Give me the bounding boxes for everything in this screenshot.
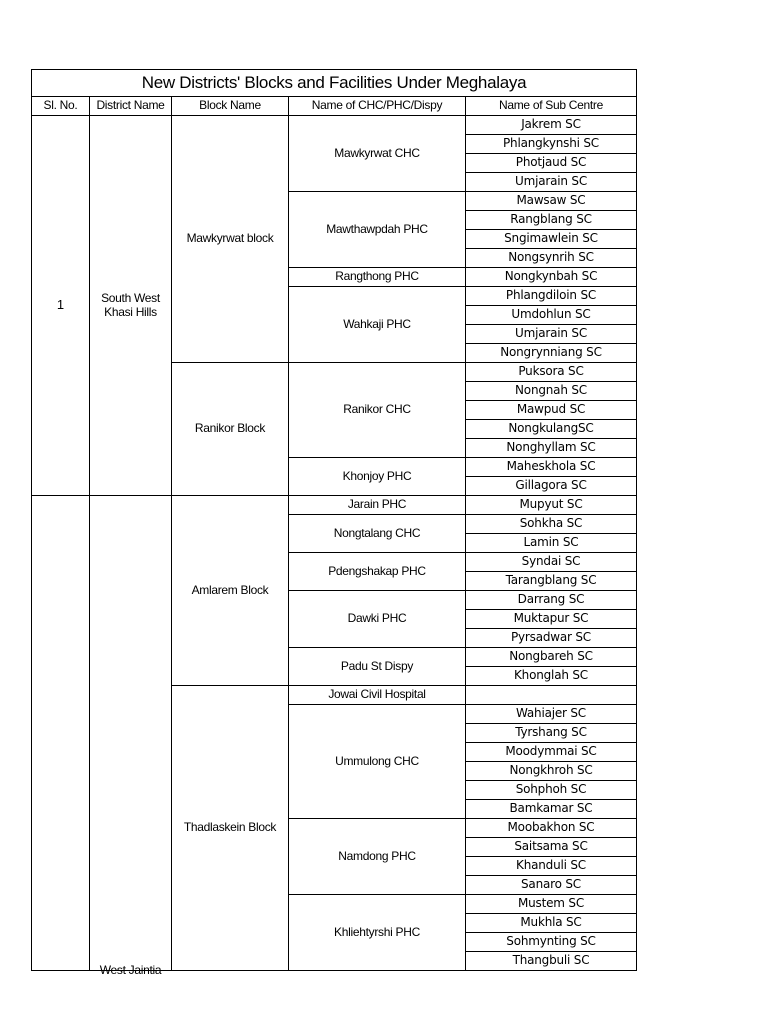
sub-centre-cell: NongkulangSC	[466, 420, 637, 439]
header-district-name: District Name	[90, 97, 172, 116]
sub-centre-cell: Sohkha SC	[466, 515, 637, 534]
sub-centre-cell: Sohphoh SC	[466, 781, 637, 800]
sub-centre-cell: Umdohlun SC	[466, 306, 637, 325]
table-title: New Districts' Blocks and Facilities Under Meghalaya	[32, 70, 637, 97]
sub-centre-cell: Nongkhroh SC	[466, 762, 637, 781]
sub-centre-cell: Sohmynting SC	[466, 933, 637, 952]
facility-name-cell: Namdong PHC	[289, 819, 466, 895]
facility-name-cell: Jowai Civil Hospital	[289, 686, 466, 705]
facility-name-cell: Jarain PHC	[289, 496, 466, 515]
sl-no-cell	[32, 496, 90, 971]
sub-centre-cell: Muktapur SC	[466, 610, 637, 629]
header-facility-name: Name of CHC/PHC/Dispy	[289, 97, 466, 116]
sub-centre-cell: Nonghyllam SC	[466, 439, 637, 458]
sub-centre-cell: Gillagora SC	[466, 477, 637, 496]
sub-centre-cell: Jakrem SC	[466, 116, 637, 135]
sub-centre-cell: Umjarain SC	[466, 173, 637, 192]
spreadsheet-page	[31, 69, 636, 977]
sub-centre-cell: Khonglah SC	[466, 667, 637, 686]
sub-centre-cell: Mawpud SC	[466, 401, 637, 420]
facility-name-cell: Padu St Dispy	[289, 648, 466, 686]
sub-centre-cell: Nongkynbah SC	[466, 268, 637, 287]
sub-centre-cell: Photjaud SC	[466, 154, 637, 173]
sub-centre-cell: Rangblang SC	[466, 211, 637, 230]
block-name-cell: Thadlaskein Block	[172, 686, 289, 971]
sub-centre-cell: Mawsaw SC	[466, 192, 637, 211]
sub-centre-cell: Nongsynrih SC	[466, 249, 637, 268]
facilities-table	[31, 69, 637, 977]
sub-centre-cell: Khanduli SC	[466, 857, 637, 876]
facility-name-cell: Pdengshakap PHC	[289, 553, 466, 591]
sub-centre-cell: Phlangdiloin SC	[466, 287, 637, 306]
facility-name-cell: Nongtalang CHC	[289, 515, 466, 553]
table-row	[32, 496, 637, 515]
sub-centre-cell: Wahiajer SC	[466, 705, 637, 724]
table-body	[32, 116, 637, 977]
facility-name-cell: Dawki PHC	[289, 591, 466, 648]
sub-centre-cell: Moobakhon SC	[466, 819, 637, 838]
sub-centre-cell: Tarangblang SC	[466, 572, 637, 591]
facility-name-cell: Ummulong CHC	[289, 705, 466, 819]
sl-no-cell: 1	[32, 116, 90, 496]
header-block-name: Block Name	[172, 97, 289, 116]
facility-name-cell: Mawthawpdah PHC	[289, 192, 466, 268]
sub-centre-cell: Maheskhola SC	[466, 458, 637, 477]
sub-centre-cell: Nongbareh SC	[466, 648, 637, 667]
sub-centre-cell: Saitsama SC	[466, 838, 637, 857]
sub-centre-cell: Nongnah SC	[466, 382, 637, 401]
district-name-cell: South West Khasi Hills	[90, 116, 172, 496]
sub-centre-cell: Sngimawlein SC	[466, 230, 637, 249]
sub-centre-cell: Sanaro SC	[466, 876, 637, 895]
facility-name-cell: Rangthong PHC	[289, 268, 466, 287]
facility-name-cell: Wahkaji PHC	[289, 287, 466, 363]
sub-centre-cell: Moodymmai SC	[466, 743, 637, 762]
header-sub-centre-name: Name of Sub Centre	[466, 97, 637, 116]
block-name-cell: Ranikor Block	[172, 363, 289, 496]
facility-name-cell: Mawkyrwat CHC	[289, 116, 466, 192]
district-name-text: West Jaintia	[99, 962, 162, 977]
sub-centre-cell: Bamkamar SC	[466, 800, 637, 819]
facility-name-cell: Khliehtyrshi PHC	[289, 895, 466, 971]
sub-centre-cell: Lamin SC	[466, 534, 637, 553]
table-row	[32, 116, 637, 135]
sub-centre-cell: Phlangkynshi SC	[466, 135, 637, 154]
sub-centre-cell	[466, 686, 637, 705]
sub-centre-cell: Mupyut SC	[466, 496, 637, 515]
block-name-cell: Amlarem Block	[172, 496, 289, 686]
sub-centre-cell: Umjarain SC	[466, 325, 637, 344]
sub-centre-cell: Puksora SC	[466, 363, 637, 382]
sub-centre-cell: Pyrsadwar SC	[466, 629, 637, 648]
district-name-cell	[90, 496, 172, 977]
sub-centre-cell: Tyrshang SC	[466, 724, 637, 743]
sub-centre-cell: Mukhla SC	[466, 914, 637, 933]
sub-centre-cell: Thangbuli SC	[466, 952, 637, 971]
sub-centre-cell: Mustem SC	[466, 895, 637, 914]
facility-name-cell: Ranikor CHC	[289, 363, 466, 458]
block-name-cell: Mawkyrwat block	[172, 116, 289, 363]
header-sl-no: Sl. No.	[32, 97, 90, 116]
sub-centre-cell: Syndai SC	[466, 553, 637, 572]
sub-centre-cell: Nongrynniang SC	[466, 344, 637, 363]
facility-name-cell: Khonjoy PHC	[289, 458, 466, 496]
sub-centre-cell: Darrang SC	[466, 591, 637, 610]
